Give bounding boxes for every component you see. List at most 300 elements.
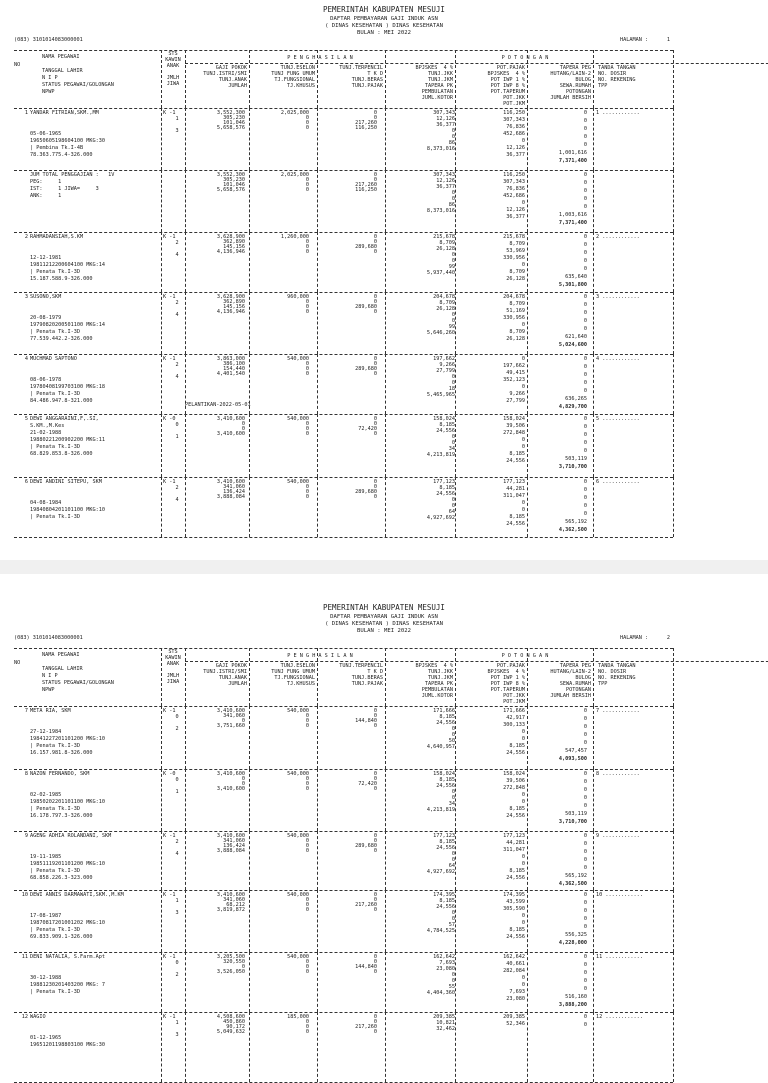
deduction-value: 40,661 [506,961,525,967]
column-rule [593,170,594,232]
marital-status: K -1 [163,833,176,839]
employee-info: | Penata Tk.I-3D [30,444,80,450]
income-value: 0 [305,371,309,377]
deduction-value: 0 [583,204,587,210]
income-value: 3,410,600 [216,833,245,839]
deduction-value: 0 [521,736,525,742]
row-number: 9 [24,833,28,839]
column-rule [185,292,186,354]
deduction-value: 174,395 [503,892,525,898]
column-rule [185,890,186,952]
header-bottom-rule [14,706,673,707]
deduction-value: 12,126 [436,116,455,122]
deduction-value: 8,709 [509,301,525,307]
deduction-value: 0 [583,908,587,914]
deduction-value: 158,024 [433,416,455,422]
column-rule [673,292,674,354]
signature-line: 1 ............ [596,110,640,116]
deduction-value: 177,123 [433,479,455,485]
column-rule [185,769,186,831]
income-value: 0 [305,776,309,782]
deduction-value: 0 [583,242,587,248]
row-number: 4 [24,356,28,362]
employee-info: SUSONO,SKM [30,294,62,300]
deduction-value: 565,192 [565,519,587,525]
deduction-value: 51,169 [506,308,525,314]
income-value: 0 [373,299,377,305]
income-value: 0 [241,776,245,782]
deduction-value: 0 [451,726,455,732]
income-value: 3,552,300 [216,110,245,116]
deduction-value: 34 [448,446,455,452]
employee-info: 17-08-1987 [30,913,62,919]
header-bottom-rule [14,108,673,109]
marital-status: K -1 [163,356,176,362]
column-rule [455,890,456,952]
income-value: 0 [305,299,309,305]
deduction-value: 516,160 [565,994,587,1000]
income-value: 3,410,600 [216,771,245,777]
deduction-value: 8,185 [439,898,455,904]
column-rule [317,648,318,706]
income-value: 3,888,084 [216,848,245,854]
employee-info: | Penata Tk.I-3D [30,989,80,995]
employee-info: | Penata Tk.I-3D [30,868,80,874]
deduction-value: 352,123 [503,377,525,383]
income-value: 540,000 [287,708,309,714]
income-value: 0 [305,187,309,193]
deduction-value: 44,281 [506,486,525,492]
column-rule [161,952,162,1012]
column-rule [527,890,528,952]
income-value: 0 [305,125,309,131]
column-rule [455,232,456,292]
deduction-value: 0 [521,444,525,450]
header-label: N I P [42,75,58,81]
row-number: 10 [21,892,28,898]
marital-status: K -1 [163,479,176,485]
deduction-value: 209,385 [433,1014,455,1020]
employee-info: AGENG ADHIA ROLANDANI, SKM [30,833,112,839]
deduction-value: 0 [583,479,587,485]
employee-info: 19841227201101200 MKG:10 [30,736,105,742]
column-rule [593,1012,594,1082]
income-value: 217,260 [355,182,377,188]
column-rule [185,50,186,108]
column-rule [527,706,528,769]
income-value: 3,888,084 [216,494,245,500]
header-label: SEWA.RUMAH [559,681,591,687]
header-label: TAPERA PK [424,681,453,687]
deduction-value: 162,642 [433,954,455,960]
deduction-value: 0 [451,857,455,863]
income-value: 101,046 [223,120,245,126]
employee-info: DEWI ANNIS DARMAWATI,SKM.,M.KM [30,892,124,898]
column-rule [593,648,594,706]
header-label: TUNJ.TERPENCIL [339,65,383,71]
header-label: POT.JKM [503,101,525,107]
income-value: 5,658,576 [216,187,245,193]
deduction-value: 8,185 [509,806,525,812]
header-label: JUMLAH BERSIH [550,95,591,101]
income-value: 0 [305,304,309,310]
deduction-value: 0 [451,190,455,196]
income-value: 0 [373,907,377,913]
income-value: 1,260,000 [280,234,309,240]
net-pay: 5,301,800 [558,282,587,288]
deduction-value: 0 [521,729,525,735]
income-value: 116,250 [355,187,377,193]
deduction-value: 0 [451,789,455,795]
income-value: 362,890 [223,239,245,245]
deduction-value: 0 [583,310,587,316]
deduction-value: 0 [583,126,587,132]
header-label: T K D [367,669,383,675]
deduction-value: 12,126 [506,207,525,213]
column-rule [161,477,162,537]
deduction-value: 76,836 [506,124,525,130]
income-value: 2,025,000 [280,110,309,116]
income-value: 0 [373,494,377,500]
deduction-value: 0 [583,118,587,124]
income-value: 0 [305,843,309,849]
header-group-income: P E N G H A S I L A N [287,653,353,659]
income-value: 320,550 [223,959,245,965]
deduction-value: 0 [521,200,525,206]
column-rule [527,354,528,414]
row-separator [14,890,673,891]
deduction-value: 4,213,819 [426,452,455,458]
column-rule [249,648,250,706]
header-label: TUNJ.BERAS [351,675,383,681]
header-label: JUML.KOTOR [421,95,453,101]
deduction-value: 0 [521,920,525,926]
deduction-value: 204,678 [503,294,525,300]
deduction-value: 0 [521,262,525,268]
header-label: POT.JKM [503,699,525,705]
employee-info: ANK: 1 [30,193,62,199]
income-value: 4,136,946 [216,309,245,315]
employee-info: RAHMADANSIAH,S.KM [30,234,84,240]
deduction-value: 0 [451,196,455,202]
signature-line: 4 ............ [596,356,640,362]
income-value: 0 [373,848,377,854]
deduction-value: 24,556 [436,428,455,434]
deduction-value: 0 [583,432,587,438]
header-label: N I P [42,673,58,679]
employee-info: 27-12-1984 [30,729,62,735]
column-rule [527,952,528,1012]
row-separator [14,232,673,233]
header-label: NAMA PEGAWAI [42,54,80,60]
deduction-value: 0 [583,1022,587,1028]
column-rule [161,648,162,706]
net-pay: 5,024,600 [558,342,587,348]
employee-info: IST: 1 JIWA= 3 [30,186,99,192]
deduction-value: 158,024 [503,771,525,777]
marital-status: 2 [163,839,179,845]
column-rule [385,50,386,108]
column-rule [161,890,162,952]
deduction-value: 0 [583,954,587,960]
marital-status: 2 [163,726,179,732]
employee-info: 21-02-1988 [30,430,62,436]
deduction-value: 0 [583,740,587,746]
deduction-value: 8,373,016 [426,208,455,214]
income-value: 0 [373,897,377,903]
signature-line: 3 ............ [596,294,640,300]
deduction-value: 0 [451,732,455,738]
income-value: 0 [305,115,309,121]
deduction-value: 0 [583,970,587,976]
deduction-value: 0 [583,294,587,300]
income-value: 4,508,600 [216,1014,245,1020]
header-label: TAPERA PEG [559,65,591,71]
deduction-value: 8,709 [439,240,455,246]
header-label: KAWIN [165,57,181,63]
deduction-value: 12,126 [436,178,455,184]
column-rule [527,414,528,477]
header-label: BULOG [575,77,591,83]
employee-info: 78.363.775.4-326.000 [30,152,93,158]
column-rule [249,477,250,537]
employee-info: 15.187.588.9-326.000 [30,276,93,282]
header-label: TANGGAL LAHIR [42,666,83,672]
deduction-value: 547,457 [565,748,587,754]
income-value: 0 [373,431,377,437]
income-value: 0 [305,902,309,908]
employee-info: DEWI ANDINI SITEPU, SKM [30,479,102,485]
deduction-value: 8,185 [439,839,455,845]
income-value: 0 [305,1019,309,1025]
income-value: 540,000 [287,892,309,898]
column-rule [673,769,674,831]
column-rule [317,108,318,170]
marital-status: 3 [163,910,179,916]
deduction-value: 330,956 [503,255,525,261]
header-label: ANAK [166,63,180,69]
column-rule [249,706,250,769]
header-no: NO [14,62,21,68]
header-label: HUTANG/LAIN-2 [550,71,591,77]
column-rule [185,831,186,890]
income-value: 217,260 [355,1024,377,1030]
income-value: 0 [241,426,245,432]
deduction-value: 0 [451,318,455,324]
column-rule [527,1012,528,1082]
column-rule [385,170,386,232]
deduction-value: 197,662 [433,356,455,362]
deduction-value: 24,556 [506,521,525,527]
marital-status: 0 [163,960,179,966]
header-label: POT.TAPERUM [490,89,525,95]
marital-status: 0 [163,714,179,720]
header-label: JIWA [166,679,180,685]
deduction-value: 311,047 [503,493,525,499]
header-label: TJ.FUNGSIONAL [274,77,315,83]
column-rule [185,354,186,414]
deduction-value: 0 [583,372,587,378]
deduction-value: 307,343 [503,179,525,185]
column-rule [527,232,528,292]
deduction-value: 8,709 [509,329,525,335]
column-rule [317,354,318,414]
deduction-value: 8,185 [439,422,455,428]
employee-info: YANDAR FITRIAN,SKM.,MM [30,110,99,116]
deduction-value: 0 [583,795,587,801]
deduction-value: 39,506 [506,778,525,784]
column-rule [161,706,162,769]
income-value: 5,049,632 [216,1029,245,1035]
employee-info: 68.829.853.8-326.000 [30,451,93,457]
deduction-value: 99 [448,264,455,270]
income-value: 68,212 [226,902,245,908]
column-rule [455,952,456,1012]
header-label: TJ.KHUSUS [286,83,315,89]
employee-info: 19870817201001202 MKG:10 [30,920,105,926]
row-separator [14,170,673,171]
row-separator [14,414,673,415]
column-rule [249,952,250,1012]
income-value: 144,840 [355,718,377,724]
net-pay: 4,228,000 [558,940,587,946]
header-label: TPP [598,681,608,687]
header-label: POT.JKK [503,693,525,699]
income-value: 0 [305,838,309,844]
deduction-value: 0 [521,861,525,867]
deduction-value: 24,556 [506,458,525,464]
deduction-value: 300,133 [503,722,525,728]
employee-info: 02-02-1985 [30,792,62,798]
column-rule [527,50,528,108]
marital-status: K -1 [163,892,176,898]
deduction-value: 0 [583,364,587,370]
income-value: 0 [241,781,245,787]
deduction-value: 0 [583,865,587,871]
marital-status: 1 [163,898,179,904]
income-value: 0 [373,959,377,965]
marital-status: 0 [163,777,179,783]
column-rule [249,890,250,952]
header-label: TUNJ.BERAS [351,77,383,83]
column-rule [593,477,594,537]
column-rule [161,232,162,292]
net-pay: 4,362,500 [558,527,587,533]
header-group-rule [185,661,768,662]
header-label: TAPERA PK [424,83,453,89]
header-label: POTONGAN [566,687,591,693]
column-rule [249,232,250,292]
income-value: 3,819,872 [216,907,245,913]
signature-line: 6 ............ [596,479,640,485]
deduction-value: 52,346 [506,1021,525,1027]
marital-status: 2 [163,972,179,978]
income-value: 0 [373,776,377,782]
employee-info: | Penata Tk.I-3D [30,269,80,275]
net-pay: 4,829,700 [558,404,587,410]
column-rule [317,292,318,354]
income-value: 0 [305,1029,309,1035]
column-rule [527,108,528,170]
deduction-value: 0 [583,833,587,839]
deduction-value: 0 [451,497,455,503]
deduction-value: 0 [583,849,587,855]
deduction-value: 0 [451,972,455,978]
income-value: 0 [373,294,377,300]
income-value: 0 [305,723,309,729]
employee-info: | Penata Tk.I-3D [30,391,80,397]
header-label: TJ.KHUSUS [286,681,315,687]
income-value: 341,060 [223,484,245,490]
income-value: 0 [373,969,377,975]
deduction-value: 0 [583,424,587,430]
column-rule [185,414,186,477]
deduction-value: 0 [583,732,587,738]
deduction-value: 0 [521,384,525,390]
signature-line: 2 ............ [596,234,640,240]
column-rule [385,706,386,769]
deduction-value: 556,325 [565,932,587,938]
net-pay: 3,710,700 [558,819,587,825]
header-label: TUNJ.PAJAK [351,681,383,687]
header-label: BPJSKES 4 % [415,663,453,669]
deduction-value: 0 [583,1014,587,1020]
deduction-value: 307,343 [433,172,455,178]
row-number: 12 [21,1014,28,1020]
deduction-value: 8,185 [509,868,525,874]
income-value: 0 [373,1029,377,1035]
employee-info: 19881230201403200 MKG: 7 [30,982,105,988]
column-rule [673,890,674,952]
income-value: 0 [305,713,309,719]
deduction-value: 0 [583,388,587,394]
deduction-value: 0 [451,978,455,984]
column-rule [249,1012,250,1082]
column-rule [385,292,386,354]
header-label: POT.PAJAK [496,65,525,71]
page-gap [0,560,768,574]
income-value: 0 [373,177,377,183]
header-label: TANDA TANGAN [598,65,636,71]
deduction-value: 36,377 [436,122,455,128]
column-rule [317,170,318,232]
deduction-value: 0 [583,803,587,809]
header-label: STS [168,649,178,655]
deduction-value: 8,709 [509,241,525,247]
marital-status: K -1 [163,110,176,116]
deduction-value: 7,693 [509,989,525,995]
column-rule [673,414,674,477]
column-rule [673,831,674,890]
header-label: JUML.KOTOR [421,693,453,699]
employee-info: 05-06-1965 [30,131,62,137]
income-value: 540,000 [287,356,309,362]
income-value: 540,000 [287,833,309,839]
marital-status: 4 [163,312,179,318]
column-rule [673,648,674,706]
employee-info: 19880221200902200 MKG:11 [30,437,105,443]
column-rule [673,706,674,769]
deduction-value: 272,848 [503,785,525,791]
deduction-value: 86 [448,202,455,208]
deduction-value: 0 [451,851,455,857]
header-label: JIWA [166,81,180,87]
deduction-value: 9,266 [509,391,525,397]
header-label: BPJSKES 4 % [487,71,525,77]
income-value: 3,628,900 [216,294,245,300]
deduction-value: 64 [448,863,455,869]
income-value: 0 [305,421,309,427]
